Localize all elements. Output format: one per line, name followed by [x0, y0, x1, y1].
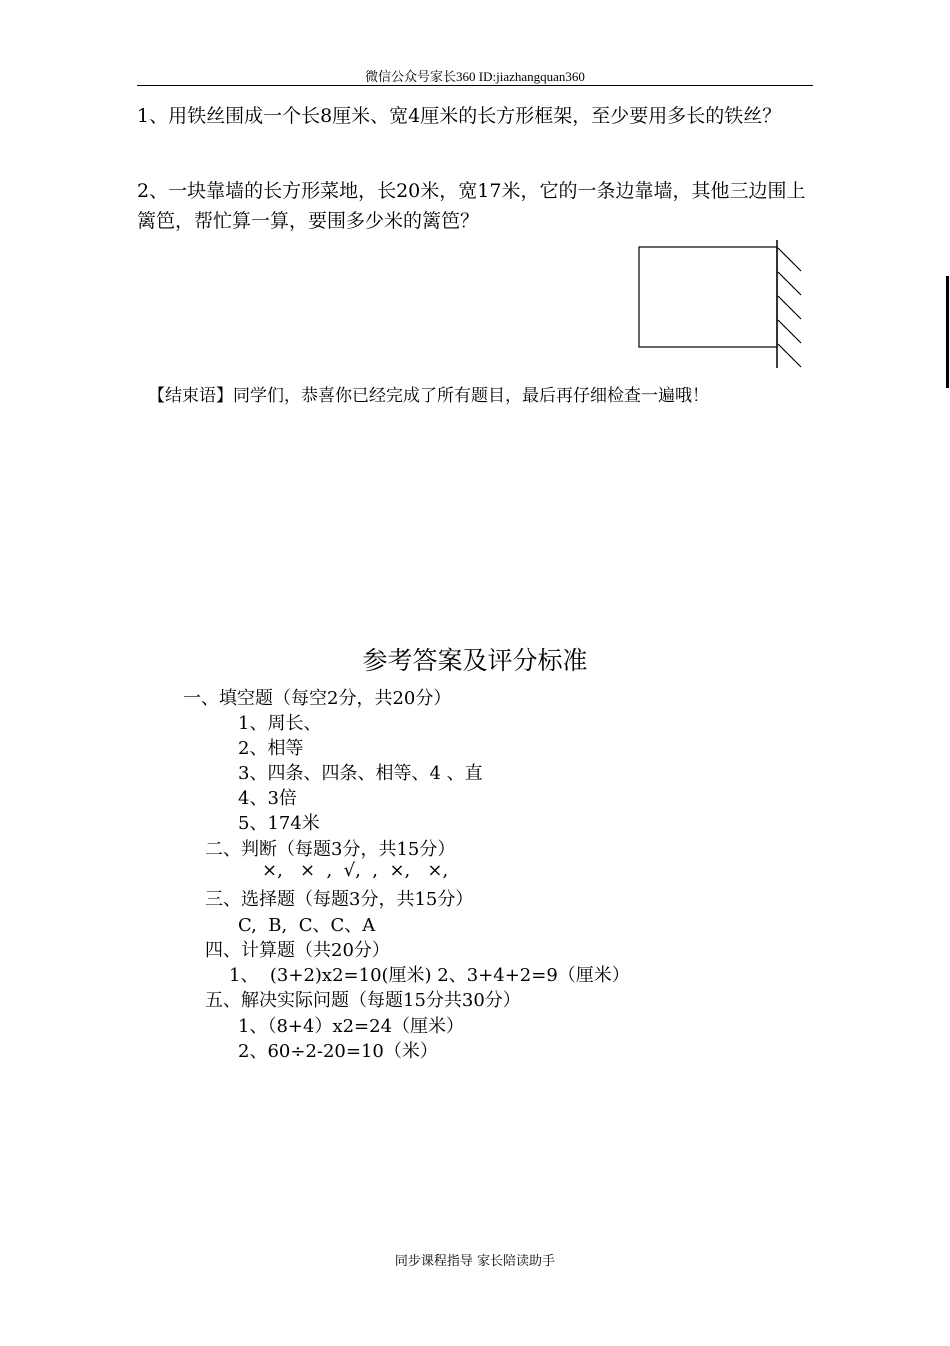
question-1: 1、用铁丝围成一个长8厘米、宽4厘米的长方形框架，至少要用多长的铁丝？	[137, 105, 782, 127]
answer-1-4: 4、3倍	[238, 788, 297, 809]
closing-remark: 【结束语】同学们，恭喜你已经完成了所有题目，最后再仔细检查一遍哦！	[148, 386, 709, 406]
answer-1-1: 1、周长、	[238, 713, 322, 734]
answer-section-4-heading: 四、计算题（共20分）	[205, 940, 390, 961]
answer-5-1: 1、（8+4）x2=24（厘米）	[238, 1016, 465, 1037]
answer-4-calculations: 1、 (3+2)x2=10(厘米) 2、3+4+2=9（厘米）	[229, 965, 630, 986]
answer-5-2: 2、60÷2-20=10（米）	[238, 1041, 438, 1062]
answer-1-5: 5、174米	[238, 813, 320, 834]
answer-title: 参考答案及评分标准	[362, 646, 588, 675]
garden-rectangle	[639, 247, 777, 347]
wall-hatching	[778, 248, 801, 367]
page-header: 微信公众号家长360 ID:jiazhangquan360	[365, 69, 585, 84]
answer-section-5-heading: 五、解决实际问题（每题15分共30分）	[205, 990, 521, 1011]
page-footer: 同步课程指导 家长陪读助手	[394, 1254, 556, 1269]
answer-1-2: 2、相等	[238, 738, 304, 759]
header-rule	[137, 85, 813, 86]
answer-1-3: 3、四条、四条、相等、4 、直	[238, 763, 483, 784]
answer-section-3-heading: 三、选择题（每题3分，共15分）	[205, 889, 474, 910]
answer-section-1-heading: 一、填空题（每空2分，共20分）	[183, 688, 452, 709]
garden-wall-diagram	[630, 240, 810, 375]
question-2: 2、一块靠墙的长方形菜地，长20米，宽17米，它的一条边靠墙，其他三边围上篱笆，帮忙算一算，要围多少米的篱笆？	[137, 180, 806, 232]
side-mark	[946, 276, 949, 388]
answer-3-choices: C, B, C、C、A	[238, 915, 376, 936]
answer-2-marks: ×, × , √, , ×, ×,	[262, 860, 449, 881]
answer-section-2-heading: 二、判断（每题3分，共15分）	[205, 839, 456, 860]
